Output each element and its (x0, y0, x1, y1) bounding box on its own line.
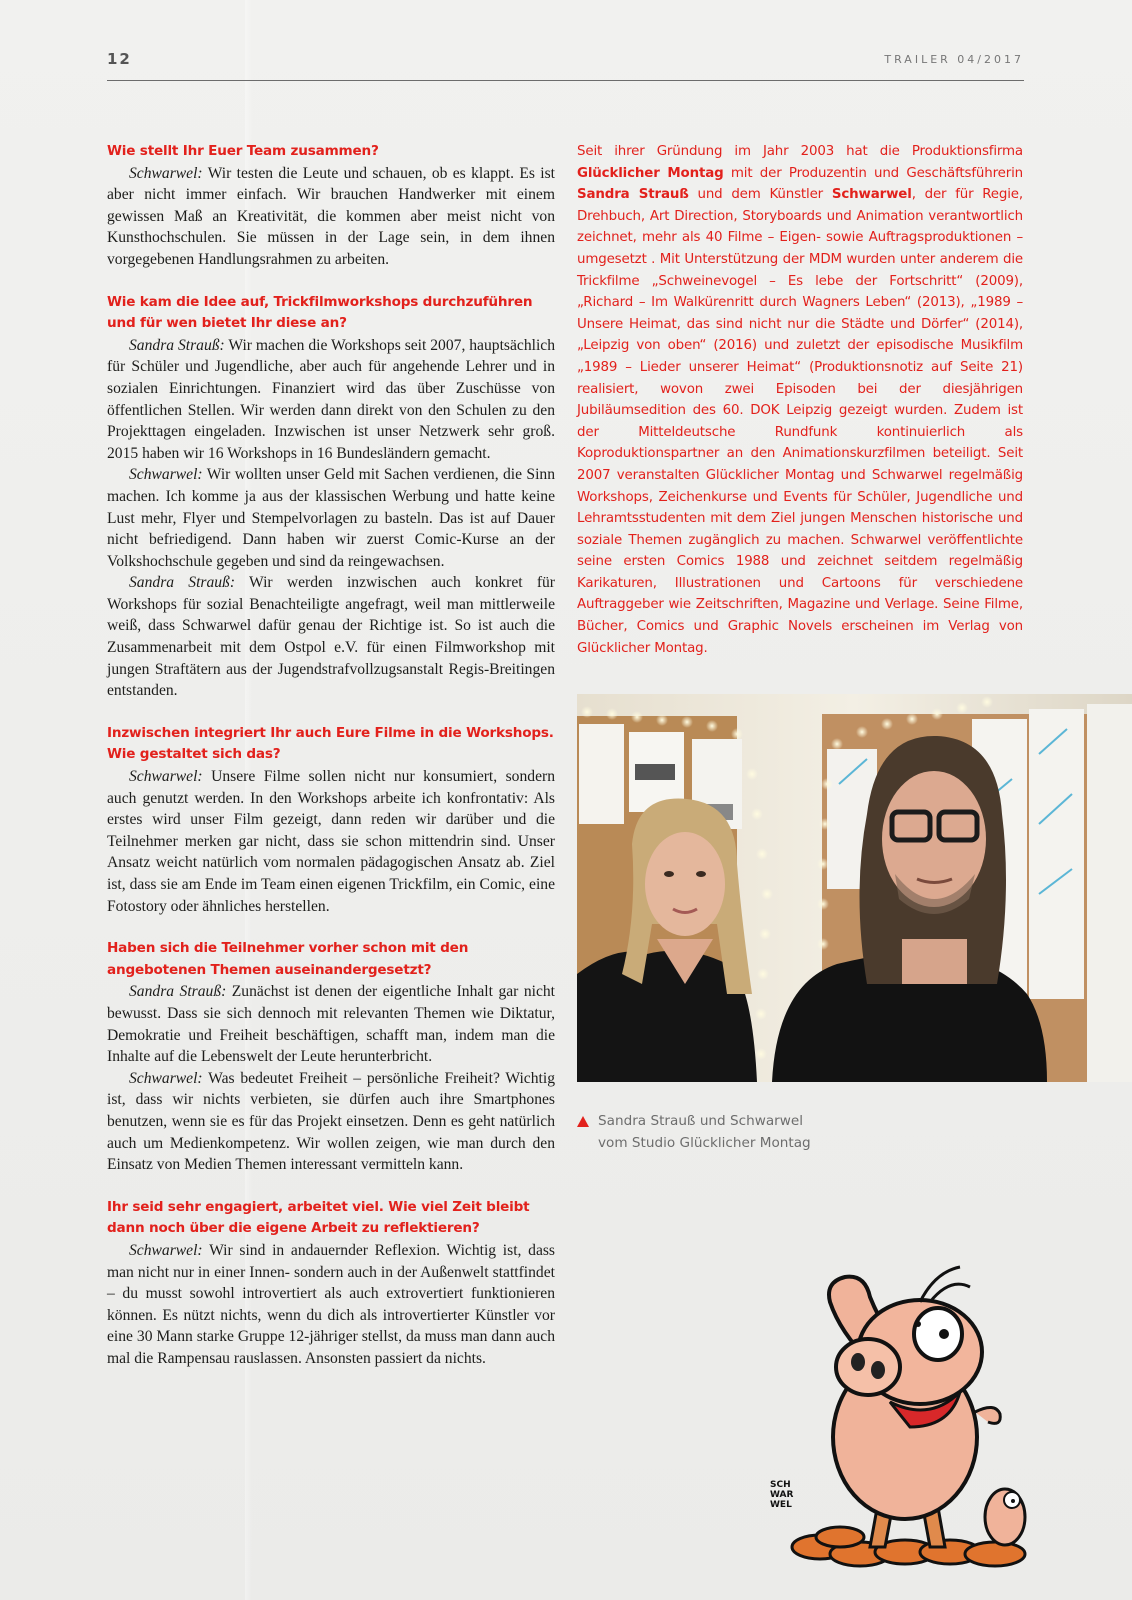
answer-text: Wir sind in andauernder Reflexion. Wichtig ist, dass man nicht nur in einer Innen- sondern auch in der Außenwelt stattfindet – du musst sowohl introvertiert als auch extrovertiert funktionieren können. Es nützt nichts, wenn du dich als introvertierter Künstler vor eine 30 Mann starke Gruppe 12-jähriger stellst, da muss man dann auch mal die Rampensau rauslassen. Ansonsten passiert da nichts. (107, 1241, 555, 1367)
interview-question: Inzwischen integriert Ihr auch Eure Filme in die Workshops. Wie gestaltet sich das? (107, 724, 554, 763)
interview-block (107, 1197, 555, 1370)
interview-answer (107, 1068, 555, 1176)
answer-text: Wir testen die Leute und schauen, ob es klappt. Es ist aber nicht immer einfach. Wir brauchen Handwerker mit einem gewissen Maß an Kreativität, die kommen aber meist nicht von Kunsthochschulen. Sie müssen in der Lage sein, in dem ihnen vorgegebenen Handlungsrahmen zu arbeiten. (107, 164, 555, 268)
interview-answer (107, 981, 555, 1067)
artist-signature: SCH (770, 1480, 791, 1490)
producer-name: Sandra Strauß (577, 187, 689, 203)
interview-answer (107, 766, 555, 917)
portrait-photo (577, 694, 1132, 1082)
speaker-name: Sandra Strauß: (129, 574, 236, 592)
interview-column (107, 141, 555, 1390)
interview-question: Wie kam die Idee auf, Trickfilmworkshops durchzuführen und für wen bietet Ihr diese an? (107, 293, 533, 332)
answer-text: Wir wollten unser Geld mit Sachen verdienen, die Sinn machen. Ich komme ja aus der klassischen Werbung und hatte keine Lust mehr, Flyer und Stempelvorlagen zu basteln. Das ist auf Dauer nicht befriedigend. Dann haben wir zuerst Comic-Kurse an der Volkshochschule gegeben und sind da reingewachsen. (107, 466, 555, 570)
interview-answer (107, 335, 555, 465)
interview-block (107, 141, 555, 271)
speaker-name: Schwarwel: (129, 768, 203, 786)
page-header (107, 48, 1024, 81)
speaker-name: Schwarwel: (129, 164, 203, 182)
interview-answer (107, 163, 555, 271)
interview-question: Ihr seid sehr engagiert, arbeitet viel. Wie viel Zeit bleibt dann noch über die eigene Arbeit zu reflektieren? (107, 1198, 530, 1237)
interview-answer (107, 464, 555, 572)
company-profile-box (577, 141, 1023, 659)
interview-block (107, 723, 555, 917)
artist-name: Schwarwel (831, 187, 912, 203)
interview-block (107, 292, 555, 702)
speaker-name: Sandra Strauß: (129, 336, 225, 354)
artist-signature: WEL (770, 1500, 792, 1510)
artist-signature: WAR (770, 1490, 794, 1500)
triangle-up-icon (577, 1116, 589, 1127)
magazine-issue: TRAILER 04/2017 (884, 53, 1024, 66)
answer-text: Zunächst ist denen der eigentliche Inhalt gar nicht bewusst. Dass sie sich dennoch mit relevanten Themen wie Diktatur, Demokratie und Freiheit beschäftigen, schafft man, indem man die Inhalte auf die Lebenswelt der Leute herunterbricht. (107, 983, 556, 1066)
answer-text: Was bedeutet Freiheit – persönliche Freiheit? Wichtig ist, dass wir nichts verbieten, sie dürfen auch ihre Smartphones benutzen, wenn sie es für das Projekt einsetzen. Denn es geht natürlich auch um Medienkompetenz. Wir wollen zeigen, wie man durch den Einsatz von Medien Themen interessant vermitteln kann. (107, 1069, 555, 1174)
company-name: Glücklicher Montag (577, 165, 724, 181)
pig-cartoon-illustration (770, 1262, 1050, 1572)
speaker-name: Sandra Strauß: (129, 983, 227, 1001)
interview-question: Wie stellt Ihr Euer Team zusammen? (107, 143, 379, 159)
speaker-name: Schwarwel: (129, 1069, 203, 1087)
interview-question: Haben sich die Teilnehmer vorher schon mit den angebotenen Themen auseinandergesetzt? (107, 940, 469, 978)
speaker-name: Schwarwel: (129, 466, 203, 484)
answer-text: Wir machen die Workshops seit 2007, hauptsächlich für Schüler und Jugendliche, aber auch für angehende Lehrer und in sozialen Einrichtungen. Finanziert wird das über Zuschüsse von öffentlichen Stellen. Wir werden dann direkt von den Schulen zu den Projekttagen eingeladen. Inzwischen ist unser Netzwerk sehr groß. 2015 haben wir 16 Workshops in 16 Bundesländern gemacht. (107, 336, 555, 462)
page-number: 12 (107, 50, 132, 68)
interview-block (107, 938, 555, 1176)
interview-answer (107, 572, 555, 702)
answer-text: Unsere Filme sollen nicht nur konsumiert, sondern auch genutzt werden. In den Workshops arbeite ich konfrontativ: Als erstes wird unser Film gezeigt, dann reden wir darüber und die Teilnehmer merken gar nicht, dass sie schon mittendrin sind. Unser Ansatz weicht natürlich vom normalen pädagogischen Ansatz ab. Ziel ist, dass sie am Ende im Team einen eigenen Trickfilm, ein Comic, eine Fotostory oder ähnliches herstellen. (107, 768, 555, 915)
caption-line: vom Studio Glücklicher Montag (598, 1135, 811, 1151)
interview-answer (107, 1240, 555, 1370)
profile-text: , der für Regie, Drehbuch, Art Direction, Storyboards und Animation verantwortlich zeichnet, mehr als 40 Filme – Eigen- sowie Auftragsproduktionen – umgesetzt . Mit Unterstützung der MDM wurden unter anderem die Trickfilme „Schweinevogel – Es lebe der Fortschritt“ (2009), „Richard – Im Walkürenritt durch Wagners Leben“ (2013), „1989 – Unsere Heimat, das sind nicht nur die Städte und Dörfer“ (2014), „Leipzig von oben“ (2016) und zuletzt der episodische Musikfilm „1989 – Lieder unserer Heimat“ (Produktionsnotiz auf Seite 21) realisiert, wovon zwei Episoden bei der diesjährigen Jubiläumsedition des 60. DOK Leipzig gezeigt wurden. Zudem ist der Mitteldeutsche Rundfunk kontinuierlich als Koproduktionspartner an den Animationskurzfilmen beteiligt. Seit 2007 veranstalten Glücklicher Montag und Schwarwel regelmäßig Workshops, Zeichenkurse und Events für Schüler, Jugendliche und Lehramtsstudenten mit dem Ziel jungen Menschen historische und soziale Themen zugänglich zu machen. Schwarwel veröffentlichte seine ersten Comics 1988 und zeichnet seitdem regelmäßig Karikaturen, Illustrationen und Cartoons für verschiedene Auftraggeber wie Zeitschriften, Magazine und Verlage. Seine Filme, Bücher, Comics und Graphic Novels erscheinen im Verlag von Glücklicher Montag. (577, 187, 1024, 656)
profile-text: Seit ihrer Gründung im Jahr 2003 hat die Produktionsfirma (577, 144, 1023, 159)
profile-text: und dem Künstler (688, 187, 832, 203)
caption-line: Sandra Strauß und Schwarwel (598, 1113, 804, 1129)
answer-text: Wir werden inzwischen auch konkret für Workshops für sozial Benachteiligte angefragt, weil man mittlerweile weiß, dass Schwarwel dafür genau der Richtige ist. So ist auch die Zusammenarbeit mit dem Ostpol e.V. für einen Filmworkshop mit jungen Straftätern aus der Jugendstrafvollzugsanstalt Regis-Breitingen entstanden. (107, 574, 555, 700)
speaker-name: Schwarwel: (129, 1241, 203, 1259)
photo-caption (577, 1110, 877, 1154)
profile-text: mit der Produzentin und Geschäftsführerin (723, 165, 1024, 181)
